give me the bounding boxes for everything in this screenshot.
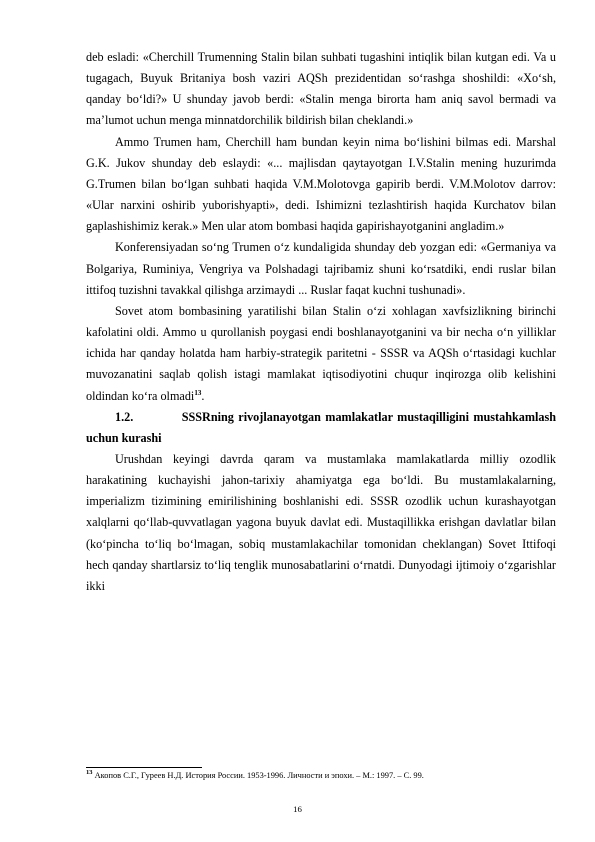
section-title: SSSRning rivojlanayotgan mamlakatlar mustaqilligini mustahkamlash uchun kurashi (86, 409, 557, 445)
footnote-number: 13 (86, 769, 93, 777)
footnote-text: Акопов С.Г., Гуреев Н.Д. История России. 1953-1996. Личности и эпохи. – М.: 1997. – С. 99. (92, 771, 424, 780)
paragraph-4 (86, 301, 556, 407)
paragraph-4-end: . (201, 388, 205, 403)
section-number: 1.2. (115, 409, 134, 424)
paragraph-1: deb esladi: «Cherchill Trumenning Stalin bilan suhbati tugashini intiqlik bilan kutgan edi. Va u tugagach, Buyuk Britaniya bosh vaziri AQSh prezidentidan so‘rashga shoshildi: «Xo‘sh, qanday bo‘ldi?» U shunday javob berdi: «Stalin menga birorta ham aniq savol bermadi va ma’lumot uchun menga minnatdorchilik bildirish bilan cheklandi.» (86, 50, 556, 128)
paragraph-5: Urushdan keyingi davrda qaram va mustamlaka mamlakatlarda milliy ozodlik harakatining kuchayishi jahon-tarixiy ahamiyatga ega bo‘ldi. Bu mustamlakalarning, imperializm tizimining emirilishining boshlanishi edi. SSSR ozodlik uchun kurashayotgan xalqlarni qo‘llab-quvvatlagan yagona buyuk davlat edi. Mustaqillikka erishgan davlatlar bilan (ko‘pincha to‘liq bo‘lmagan, sobiq mustamlakachilar tomonidan cheklangan) Sovet Ittifoqi hech qanday shartlarsiz to‘liq tenglik munosabatlarini o‘rnatdi. Dunyodagi ijtimoiy o‘zgarishlar ikki (86, 451, 556, 593)
page-body (86, 47, 556, 597)
paragraph-2: Ammo Trumen ham, Cherchill ham bundan keyin nima bo‘lishini bilmas edi. Marshal G.K. Jukov shunday deb eslaydi: «... majlisdan qaytayotgan I.V.Stalin mening huzurimda G.Trumen bilan bo‘lgan suhbati haqida V.M.Molotovga gapirib berdi. V.M.Molotov darrov: «Ular narxini oshirib yuborishyapti», dedi. Ishimizni tezlashtirish haqida Kurchatov bilan gaplashishimiz kerak.» Men ular atom bombasi haqida gapirishayotganini angladim.» (86, 134, 556, 234)
page-number: 16 (293, 804, 302, 814)
footnote-divider (86, 767, 202, 768)
paragraph-4-text: Sovet atom bombasining yaratilishi bilan Stalin o‘zi xohlagan xavfsizlikning birinchi kafolatini oldi. Ammo u qurollanish poygasi endi boshlanayotganini va bir necha o‘n yilliklar ichida har qanday holatda ham harbiy-strategik paritetni - SSSR va AQSh o‘rtasidagi kuchlar muvozanatini saqlab qolish istagi mamlakat iqtisodiyotini chuqur inqirozga olib kelishini oldindan ko‘ra olmadi (86, 303, 556, 403)
footnote-ref-13[interactable]: 13 (194, 388, 202, 397)
footnote (86, 770, 556, 782)
paragraph-3: Konferensiyadan so‘ng Trumen o‘z kundaligida shunday deb yozgan edi: «Germaniya va Bolgariya, Ruminiya, Vengriya va Polshadagi tajribamiz shuni ko‘rsatdiki, endi ruslar bilan ittifoq tuzishni tavakkal qilishga arzimaydi ... Ruslar faqat kuchni tushunadi». (86, 240, 556, 297)
section-heading (86, 407, 556, 449)
